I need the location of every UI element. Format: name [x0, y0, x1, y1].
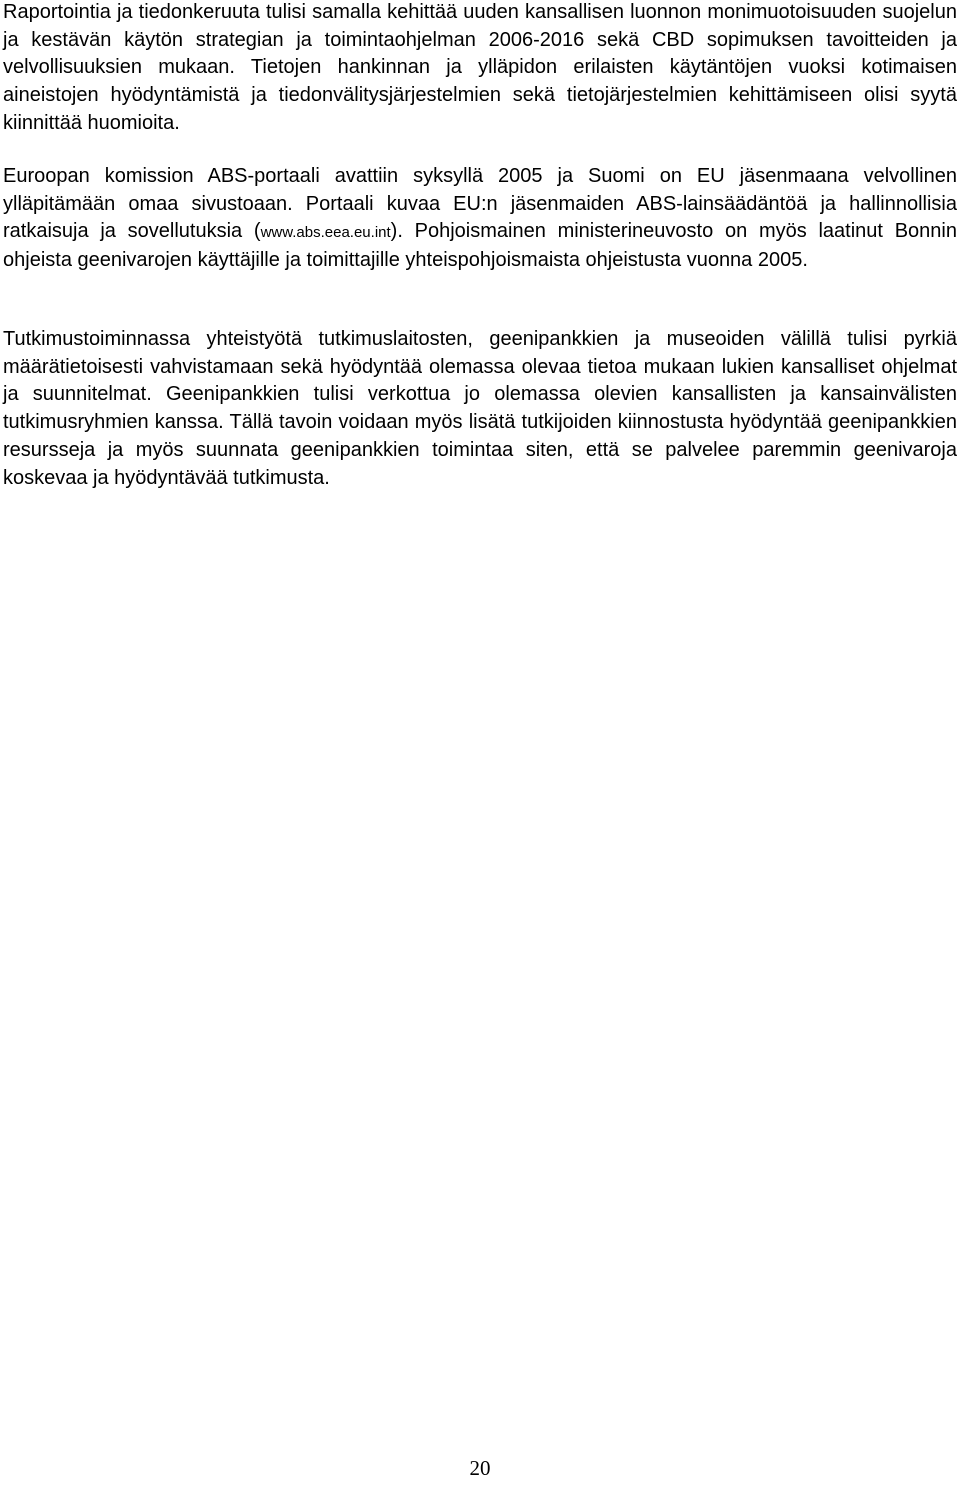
- paragraph-research-cooperation: Tutkimustoiminnassa yhteistyötä tutkimuslaitosten, geenipankkien ja museoiden välillä tulisi pyrkiä määrätietoisesti vahvistamaan sekä hyödyntää olemassa olevaa tietoa mukaan lukien kansalliset ohjelmat ja suunnitelmat. Geenipankkien tulisi verkottua jo olemassa olevien kansallisten ja kansainvälisten tutkimusryhmien kanssa. Tällä tavoin voidaan myös lisätä tutkijoiden kiinnostusta hyödyntää geenipankkien resursseja ja myös suunnata geenipankkien toimintaa siten, että se palvelee paremmin geenivaroja koskevaa ja hyödyntävää tutkimusta.: [3, 328, 957, 489]
- paragraph-abs-portal-text-before: Euroopan komission ABS-portaali avattiin syksyllä 2005 ja Suomi on EU jäsenmaana velvollinen ylläpitämään omaa sivustoaan. Portaali kuvaa EU:n jäsenmaiden ABS-lainsäädäntöä ja hallinnollisia ratkaisuja ja sovellutuksia (: [3, 165, 957, 243]
- paragraph-reporting: Raportointia ja tiedonkeruuta tulisi samalla kehittää uuden kansallisen luonnon monimuotoisuuden suojelun ja kestävän käytön strategian ja toimintaohjelman 2006-2016 sekä CBD sopimuksen tavoitteiden ja velvollisuuksien mukaan. Tietojen hankinnan ja ylläpidon erilaisten käytäntöjen vuoksi kotimaisen aineistojen hyödyntämistä ja tiedonvälitysjärjestelmien sekä tietojärjestelmien kehittämiseen olisi syytä kiinnittää huomioita.: [3, 1, 957, 134]
- paragraph-abs-portal: [3, 163, 957, 275]
- paragraph-abs-portal-text-after: ). Pohjoismainen ministerineuvosto on myös laatinut Bonnin ohjeista geenivarojen käyttäjille ja toimittajille yhteispohjoismaista ohjeistusta vuonna 2005.: [3, 220, 957, 272]
- abs-portal-url: www.abs.eea.eu.int: [260, 224, 391, 242]
- page-number: 20: [469, 1456, 491, 1480]
